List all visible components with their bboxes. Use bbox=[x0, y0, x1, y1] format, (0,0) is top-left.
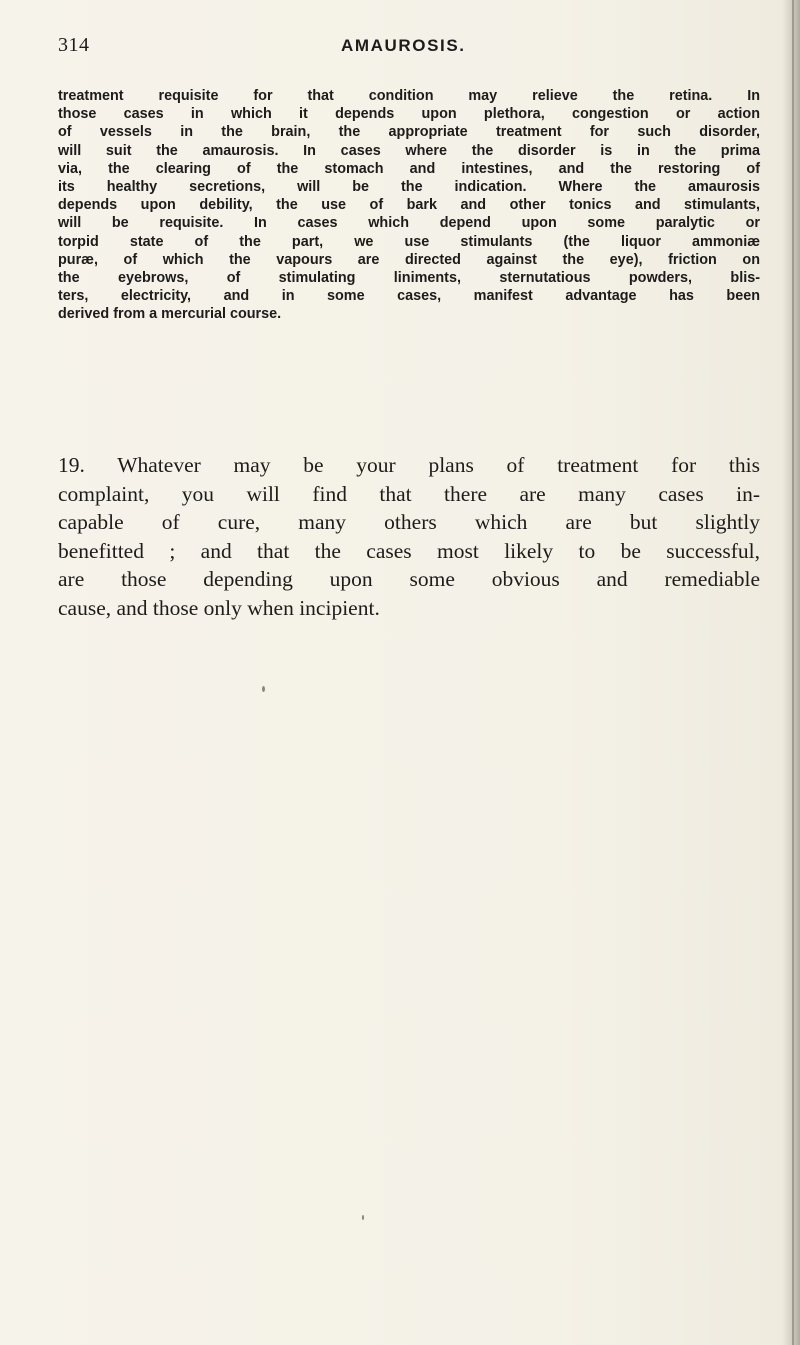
text-line: ters, electricity, and in some cases, manifest advantage has been bbox=[58, 288, 760, 305]
text-line: capable of cure, many others which are but slightly bbox=[58, 510, 760, 535]
running-head bbox=[58, 34, 758, 60]
text-line: cause, and those only when incipient. bbox=[58, 595, 380, 620]
text-line: those cases in which it depends upon plethora, congestion or action bbox=[58, 106, 760, 123]
text-line: derived from a mercurial course. bbox=[58, 306, 282, 323]
text-line: puræ, of which the vapours are directed against the eye), friction on bbox=[58, 251, 760, 268]
text-line: benefitted ; and that the cases most likely to be successful, bbox=[58, 538, 760, 563]
text-line: of vessels in the brain, the appropriate treatment for such disorder, bbox=[58, 124, 760, 141]
small-print-paragraph bbox=[58, 87, 760, 324]
text-line: torpid state of the part, we use stimulants (the liquor ammoniæ bbox=[58, 233, 760, 250]
text-line: 19. Whatever may be your plans of treatment for this bbox=[58, 453, 760, 477]
text-line: via, the clearing of the stomach and intestines, and the restoring of bbox=[58, 160, 760, 177]
page-edge-line bbox=[792, 0, 794, 1345]
text-line: are those depending upon some obvious and remediable bbox=[58, 567, 760, 592]
running-title: AMAUROSIS. bbox=[341, 36, 466, 55]
text-line: depends upon debility, the use of bark and other tonics and stimulants, bbox=[58, 197, 760, 214]
text-line: complaint, you will find that there are many cases in- bbox=[58, 481, 760, 506]
page-edge-shadow bbox=[782, 0, 800, 1345]
paper-speck bbox=[262, 686, 265, 692]
text-line: treatment requisite for that condition may relieve the retina. In bbox=[58, 88, 760, 104]
text-line: will be requisite. In cases which depend upon some paralytic or bbox=[58, 215, 760, 232]
text-line: the eyebrows, of stimulating liniments, sternutatious powders, blis- bbox=[58, 270, 760, 287]
text-line: will suit the amaurosis. In cases where the disorder is in the prima bbox=[58, 142, 760, 159]
text-line: its healthy secretions, will be the indication. Where the amaurosis bbox=[58, 179, 760, 196]
numbered-paragraph-19 bbox=[58, 451, 760, 623]
page-number: 314 bbox=[58, 34, 90, 56]
paper-speck bbox=[362, 1215, 364, 1220]
